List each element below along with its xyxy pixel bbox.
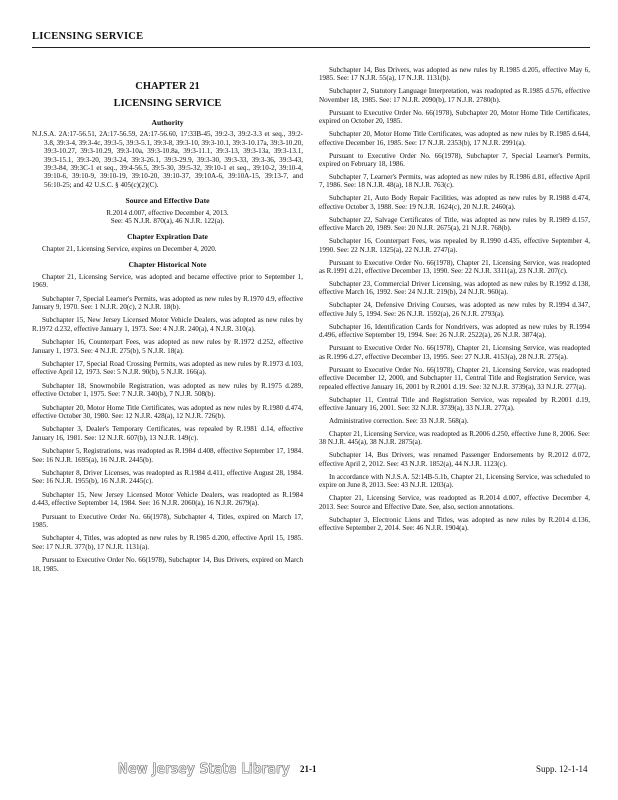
history-note: Subchapter 14, Bus Drivers, was adopted as new rules by R.1985 d.205, effective May 6, 1985. See: 17 N.J.R. 55(a), 17 N.J.R. 1131(b). [319,66,590,83]
history-note: Administrative correction. See: 33 N.J.R. 568(a). [329,416,469,425]
history-note: Subchapter 15, New Jersey Licensed Motor Vehicle Dealers, was adopted as new rules by R.1972 d.232, effective January 1, 1973. See: 4 N.J.R. 240(a), 4 N.J.R. 310(a). [32,316,303,333]
expiration-heading: Chapter Expiration Date [127,232,208,242]
history-note: Subchapter 2, Statutory Language Interpretation, was readopted as R.1985 d.576, effective November 18, 1985. See: 17 N.J.R. 2090(b), 17 N.J.R. 2780(b). [319,87,590,104]
history-note: Subchapter 22, Salvage Certificates of Title, was adopted as new rules by R.1989 d.157, effective March 20, 1989. See: 20 N.J.R. 2675(a), 21 N.J.R. 768(b). [319,215,590,233]
source-heading: Source and Effective Date [125,196,210,206]
chapter-title: LICENSING SERVICE [113,98,222,109]
authority-heading: Authority [151,118,184,127]
source-line-1: R.2014 d.007, effective December 4, 2013. [106,208,229,217]
history-note: Subchapter 3, Electronic Liens and Titles, was adopted as new rules by R.2014 d.136, effective September 2, 2014. See: 46 N.J.R. 1904(a). [319,515,590,532]
history-note: Subchapter 3, Dealer's Temporary Certificates, was repealed by R.1981 d.14, effective January 16, 1981. See: 12 N.J.R. 607(b), 13 N.J.R. 149(c). [32,425,303,442]
library-watermark: New Jersey State Library [118,762,291,777]
history-notes-right [319,66,590,532]
history-note: Subchapter 20, Motor Home Title Certificates, was adopted as new rules by R.1985 d.644, effective December 16, 1985. See: 17 N.J.R. 2353(b), 17 N.J.R. 2991(a). [319,130,590,147]
history-note: Pursuant to Executive Order No. 66(1978), Chapter 21, Licensing Service, was readopted as R.1991 d.21, effective December 13, 1990. See: 22 N.J.R. 3311(a), 23 N.J.R. 207(c). [319,258,590,276]
history-note: Pursuant to Executive Order No. 66(1978), Subchapter 7, Special Learner's Permits, expired on February 18, 1986. [319,151,590,169]
chapter-number: CHAPTER 21 [135,81,200,92]
history-note: Pursuant to Executive Order No. 66(1978), Chapter 21, Licensing Service, was readopted as R.1996 d.27, effective December 13, 1995. See: 27 N.J.R. 4153(a), 28 N.J.R. 275(a). [319,344,590,361]
history-note: Pursuant to Executive Order No. 66(1978), Chapter 21, Licensing Service, was readopted effective December 12, 2000, and Subchapter 11, Central Title and Registration Service, was repealed effective January 16, 2001 by R.2001 d.19. See: 32 N.J.R. 3739(a), 33 N.J.R. 277(a). [319,365,590,391]
history-note: Chapter 21, Licensing Service, was readopted as R.2014 d.007, effective December 4, 2013. See: Source and Effective Date. See, also, section annotations. [319,494,590,511]
history-note: Subchapter 7, Special Learner's Permits, was adopted as new rules by R.1970 d.9, effective January 9, 1970. See: 1 N.J.R. 20(c), 2 N.J.R. 18(b). [32,294,303,311]
authority-text: N.J.S.A. 2A:17-56.51, 2A:17-56.59, 2A:17-56.60, 17:33B-45, 39:2-3, 39:2-3.3 et seq., 39:2-3.8, 39:3-4, 39:3-4c, 39:3-5, 39:3-5.1, 39:3-8, 39:3-10, 39:3-10.1, 39:3-10.17a, 39:3-10.20, 39:3-10.27, 39:3-10.29, 39:3-10a, 39:3-10.8a, 39:3-11.1, 39:3-13, 39:3-13a, 39:3-13.1, 39:3-15.1, 39:3-20, 39:3-24, 39:3-26.1, 39:3-29.9, 39:3-30, 39:3-33, 39:3-36, 39:3-43, 39:3-84, 39:3C-1 et seq., 39:4-56.5, 39:5-30, 39:5-32, 39:10-1 et seq., 39:10-2, 39:10-4, 39:10-6, 39:10-9, 39:10-19, 39:10-20, 39:10-37, 39:10A-6, 39:10A-15, 39:13-7, and 56:10-25; and 42 U.S.C. § 405(c)(2)(C). [32,130,303,189]
history-note: Subchapter 16, Identification Cards for Nondrivers, was adopted as new rules by R.1994 d.496, effective September 19, 1994. See: 26 N.J.R. 2522(a), 26 N.J.R. 3874(a). [319,322,590,340]
history-note: Subchapter 18, Snowmobile Registration, was adopted as new rules by R.1975 d.289, effective October 1, 1975. See: 7 N.J.R. 340(b), 7 N.J.R. 508(b). [32,381,303,399]
history-note: Subchapter 24, Defensive Driving Courses, was adopted as new rules by R.1994 d.347, effective July 5, 1994. See: 26 N.J.R. 1592(a), 26 N.J.R. 2793(a). [319,301,590,318]
history-note: Subchapter 5, Registrations, was readopted as R.1984 d.408, effective September 17, 1984. See: 16 N.J.R. 1695(a), 16 N.J.R. 2445(b). [32,447,303,464]
history-note: Pursuant to Executive Order No. 66(1978), Subchapter 20, Motor Home Title Certificates, expired on October 20, 1985. [319,108,590,126]
history-note: Subchapter 4, Titles, was adopted as new rules by R.1985 d.200, effective April 15, 1985. See: 17 N.J.R. 377(b), 17 N.J.R. 1131(a). [32,534,303,551]
history-note: Chapter 21, Licensing Service, was readopted as R.2006 d.250, effective June 8, 2006. See: 38 N.J.R. 445(a), 38 N.J.R. 2875(a). [319,429,590,447]
history-note: Subchapter 23, Commercial Driver Licensing, was adopted as new rules by R.1992 d.138, effective March 16, 1992. See: 24 N.J.R. 219(b), 24 N.J.R. 960(a). [319,280,590,297]
header-rule [32,47,590,48]
history-note: Subchapter 8, Driver Licenses, was readopted as R.1984 d.411, effective August 28, 1984. See: 16 N.J.R. 1955(b), 16 N.J.R. 2445(c). [32,469,303,486]
source-line-2: See: 45 N.J.R. 870(a), 46 N.J.R. 122(a). [110,217,225,226]
right-column [319,66,590,537]
history-note: Subchapter 16, Counterpart Fees, was repealed by R.1990 d.435, effective September 4, 1990. See: 22 N.J.R. 1325(a), 22 N.J.R. 2747(a). [319,237,590,254]
history-note: Chapter 21, Licensing Service, was adopted and became effective prior to September 1, 1969. [32,272,303,290]
history-note: In accordance with N.J.S.A. 52:14B-5.1b, Chapter 21, Licensing Service, was scheduled to expire on June 8, 2013. See: 43 N.J.R. 1203(a). [319,472,590,490]
history-note: Subchapter 16, Counterpart Fees, was adopted as new rules by R.1972 d.252, effective January 1, 1973. See: 4 N.J.R. 275(b), 5 N.J.R. 18(a). [32,338,303,355]
history-note: Subchapter 21, Auto Body Repair Facilities, was adopted as new rules by R.1988 d.474, effective October 3, 1988. See: 19 N.J.R. 1624(c), 20 N.J.R. 2460(a). [319,194,590,211]
history-notes-left [32,273,303,573]
supplement-date: Supp. 12-1-14 [536,764,588,774]
expiration-text: Chapter 21, Licensing Service, expires on December 4, 2020. [42,244,217,253]
history-note: Subchapter 14, Bus Drivers, was renamed Passenger Endorsements by R.2012 d.072, effective April 2, 2012. See: 43 N.J.R. 1852(a), 44 N.J.R. 1123(c). [319,451,590,468]
history-note: Pursuant to Executive Order No. 66(1978), Subchapter 4, Titles, expired on March 17, 1985. [32,512,303,530]
history-note: Subchapter 15, New Jersey Licensed Motor Vehicle Dealers, was readopted as R.1984 d.443, effective September 14, 1984. See: 16 N.J.R. 2060(a), 16 N.J.R. 2679(a). [32,490,303,508]
history-note: Subchapter 20, Motor Home Title Certificates, was adopted as new rules by R.1980 d.474, effective October 30, 1980. See: 12 N.J.R. 428(a), 12 N.J.R. 726(b). [32,403,303,420]
history-note: Subchapter 7, Learner's Permits, was adopted as new rules by R.1986 d.81, effective April 7, 1986. See: 18 N.J.R. 48(a), 18 N.J.R. 763(c). [319,173,590,190]
running-header: LICENSING SERVICE [32,31,144,42]
history-note: Pursuant to Executive Order No. 66(1978), Subchapter 14, Bus Drivers, expired on March 18, 1985. [32,556,303,573]
history-note: Subchapter 11, Central Title and Registration Service, was repealed by R.2001 d.19, effective January 16, 2001. See: 32 N.J.R. 3739(a), 33 N.J.R. 277(a). [319,395,590,412]
page-number: 21-1 [300,764,317,774]
left-column [32,80,303,578]
history-heading: Chapter Historical Note [128,260,207,270]
history-note: Subchapter 17, Special Road Crossing Permits, was adopted as new rules by R.1973 d.103, effective April 12, 1973. See: 5 N.J.R. 90(b), 5 N.J.R. 166(a). [32,359,303,377]
